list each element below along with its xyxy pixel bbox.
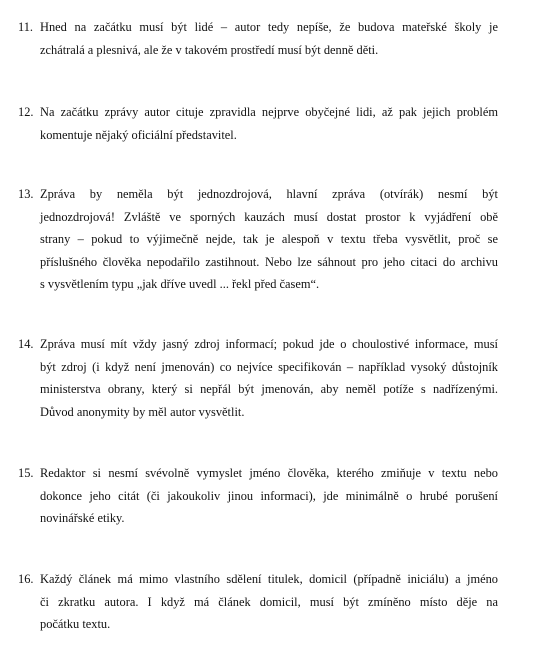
- list-item-13: [18, 183, 498, 296]
- item-text: [40, 568, 498, 636]
- item-number: 16.: [18, 572, 34, 586]
- text-line: dokonce jeho citát (či jakoukoliv jinou informaci), jde minimálně o hrubé porušení: [40, 488, 498, 503]
- item-number: 13.: [18, 187, 34, 201]
- item-text: [40, 16, 498, 61]
- item-number: 15.: [18, 466, 34, 480]
- item-text: [40, 101, 498, 146]
- text-line: komentuje nějaký oficiální představitel.: [40, 127, 237, 142]
- item-text: [40, 462, 498, 530]
- text-line: či zkratku autora. I když má článek domicil, musí být zmíněno místo děje na: [40, 594, 498, 609]
- text-line: novinářské etiky.: [40, 511, 125, 525]
- text-line: Hned na začátku musí být lidé – autor tedy nepíše, že budova mateřské školy je: [40, 20, 498, 34]
- text-line: ministerstva obrany, který si nepřál být jmenován, aby neměl potíže s nadřízenými.: [40, 382, 498, 396]
- item-number: 11.: [18, 20, 34, 34]
- item-number: 14.: [18, 337, 34, 351]
- list-item-16: [18, 568, 498, 636]
- list-item-15: [18, 462, 498, 530]
- text-line: Zpráva musí mít vždy jasný zdroj informací; pokud jde o choulostivé informace, musí: [40, 337, 498, 351]
- text-line: jednozdrojová! Zvláště ve sporných kauzách musí dostat prostor k vyjádření obě: [40, 209, 498, 224]
- text-line: Každý článek má mimo vlastního sdělení titulek, domicil (případně iniciálu) a jméno: [40, 572, 498, 586]
- text-line: být zdroj (i když není jmenován) co nejvíce specifikován – například vysoký důstojník: [40, 359, 498, 374]
- text-line: Zpráva by neměla být jednozdrojová, hlavní zpráva (otvírák) nesmí být: [40, 187, 498, 201]
- item-text: [40, 183, 498, 296]
- list-item-14: [18, 333, 498, 423]
- text-line: strany – pokud to výjimečně nejde, tak je alespoň v textu třeba vysvětlit, proč se: [40, 232, 498, 246]
- text-line: Na začátku zprávy autor cituje zpravidla nejprve obyčejné lidi, až pak jejich problém: [40, 105, 498, 119]
- list-item-12: [18, 101, 498, 146]
- list-item-11: [18, 16, 498, 61]
- text-line: Důvod anonymity by měl autor vysvětlit.: [40, 404, 245, 419]
- text-line: s vysvětlením typu „jak dříve uvedl ... řekl před časem“.: [40, 277, 320, 291]
- text-line: Redaktor si nesmí svévolně vymyslet jméno člověka, kterého zmiňuje v textu nebo: [40, 466, 498, 480]
- item-number: 12.: [18, 105, 34, 119]
- text-line: počátku textu.: [40, 617, 111, 631]
- text-line: příslušného člověka nepodařilo zastihnout. Nebo lze sáhnout pro jeho citaci do archivu: [40, 254, 498, 269]
- item-text: [40, 333, 498, 423]
- text-line: zchátralá a plesnivá, ale že v takovém prostředí musí být denně děti.: [40, 42, 379, 57]
